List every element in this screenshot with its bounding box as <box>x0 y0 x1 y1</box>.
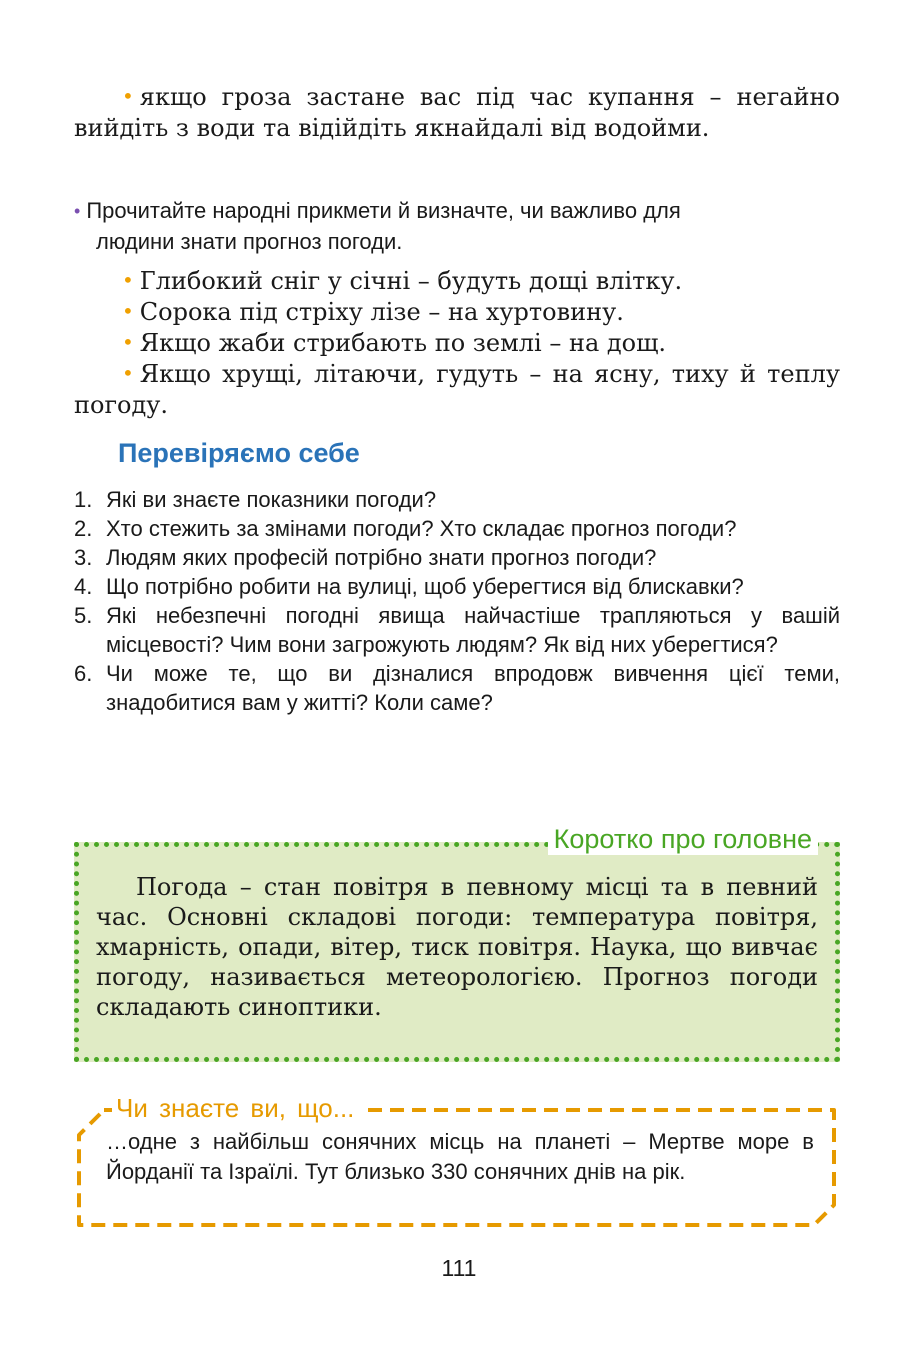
omen-item: • Глибокий сніг у січні – будуть дощі влітку. <box>122 267 683 295</box>
swim-safety-paragraph <box>74 82 840 143</box>
orange-bullet-icon: • <box>122 299 134 323</box>
summary-content <box>96 872 818 1022</box>
review-questions-list <box>74 485 840 717</box>
summary-title: Коротко про головне <box>548 824 818 855</box>
omen-item: • Сорока під стріху лізе – на хуртовину. <box>122 298 624 326</box>
folk-omens-list <box>74 266 840 420</box>
summary-text: Погода – стан повітря в певному місці та в певний час. Основні складові погоди: температура повітря, хмарність, опади, вітер, тиск повітря. Наука, що вивчає погоду, називається метеорологією. Прогноз погоди складають синоптики. <box>96 873 818 1021</box>
orange-bullet-icon: • <box>122 361 134 385</box>
question-text: Хто стежить за змінами погоди? Хто складає прогноз погоди? <box>106 516 737 541</box>
question-item <box>74 514 840 543</box>
question-item <box>74 572 840 601</box>
question-number: 1. <box>74 487 93 512</box>
question-number: 6. <box>74 661 93 686</box>
question-number: 5. <box>74 603 93 628</box>
orange-bullet-icon: • <box>122 84 134 108</box>
task-line-2: людини знати прогноз погоди. <box>96 229 403 254</box>
question-item <box>74 601 840 659</box>
orange-bullet-icon: • <box>122 330 134 354</box>
question-number: 2. <box>74 516 93 541</box>
purple-bullet-icon: • <box>74 201 81 221</box>
question-item <box>74 543 840 572</box>
question-item <box>74 659 840 717</box>
did-you-know-text: …одне з найбільш сонячних місць на планеті – Мертве море в Йорданії та Ізраїлі. Тут близько 330 сонячних днів на рік. <box>106 1129 814 1184</box>
did-you-know-box <box>74 1093 840 1230</box>
question-text: Людям яких професій потрібно знати прогноз погоди? <box>106 545 657 570</box>
summary-box <box>74 824 840 1062</box>
question-number: 4. <box>74 574 93 599</box>
question-text: Які ви знаєте показники погоди? <box>106 487 437 512</box>
question-item <box>74 485 840 514</box>
orange-bullet-icon: • <box>122 268 134 292</box>
question-number: 3. <box>74 545 93 570</box>
section-heading-check-yourself: Перевіряємо себе <box>118 438 360 468</box>
omen-item: • Якщо хрущі, літаючи, гудуть – на ясну, тиху й теплу погоду. <box>74 360 840 419</box>
question-text: Чи може те, що ви дізналися впродовж вивчення цієї теми, знадобитися вам у житті? Коли саме? <box>106 661 840 715</box>
did-you-know-title: Чи знаєте ви, що... <box>112 1093 362 1124</box>
task-line-1: • Прочитайте народні прикмети й визначте, чи важливо для <box>74 198 681 223</box>
swim-safety-text: якщо гроза застане вас під час купання – негайно вийдіть з води та відійдіть якнайдалі від водойми. <box>74 83 840 142</box>
page-number: 111 <box>441 1255 477 1281</box>
question-text: Що потрібно робити на вулиці, щоб уберегтися від блискавки? <box>106 574 744 599</box>
task-instruction <box>74 196 840 256</box>
omen-item: • Якщо жаби стрибають по землі – на дощ. <box>122 329 667 357</box>
question-text: Які небезпечні погодні явища найчастіше трапляються у вашій місцевості? Чим вони загрожують людям? Як від них уберегтися? <box>106 603 840 657</box>
